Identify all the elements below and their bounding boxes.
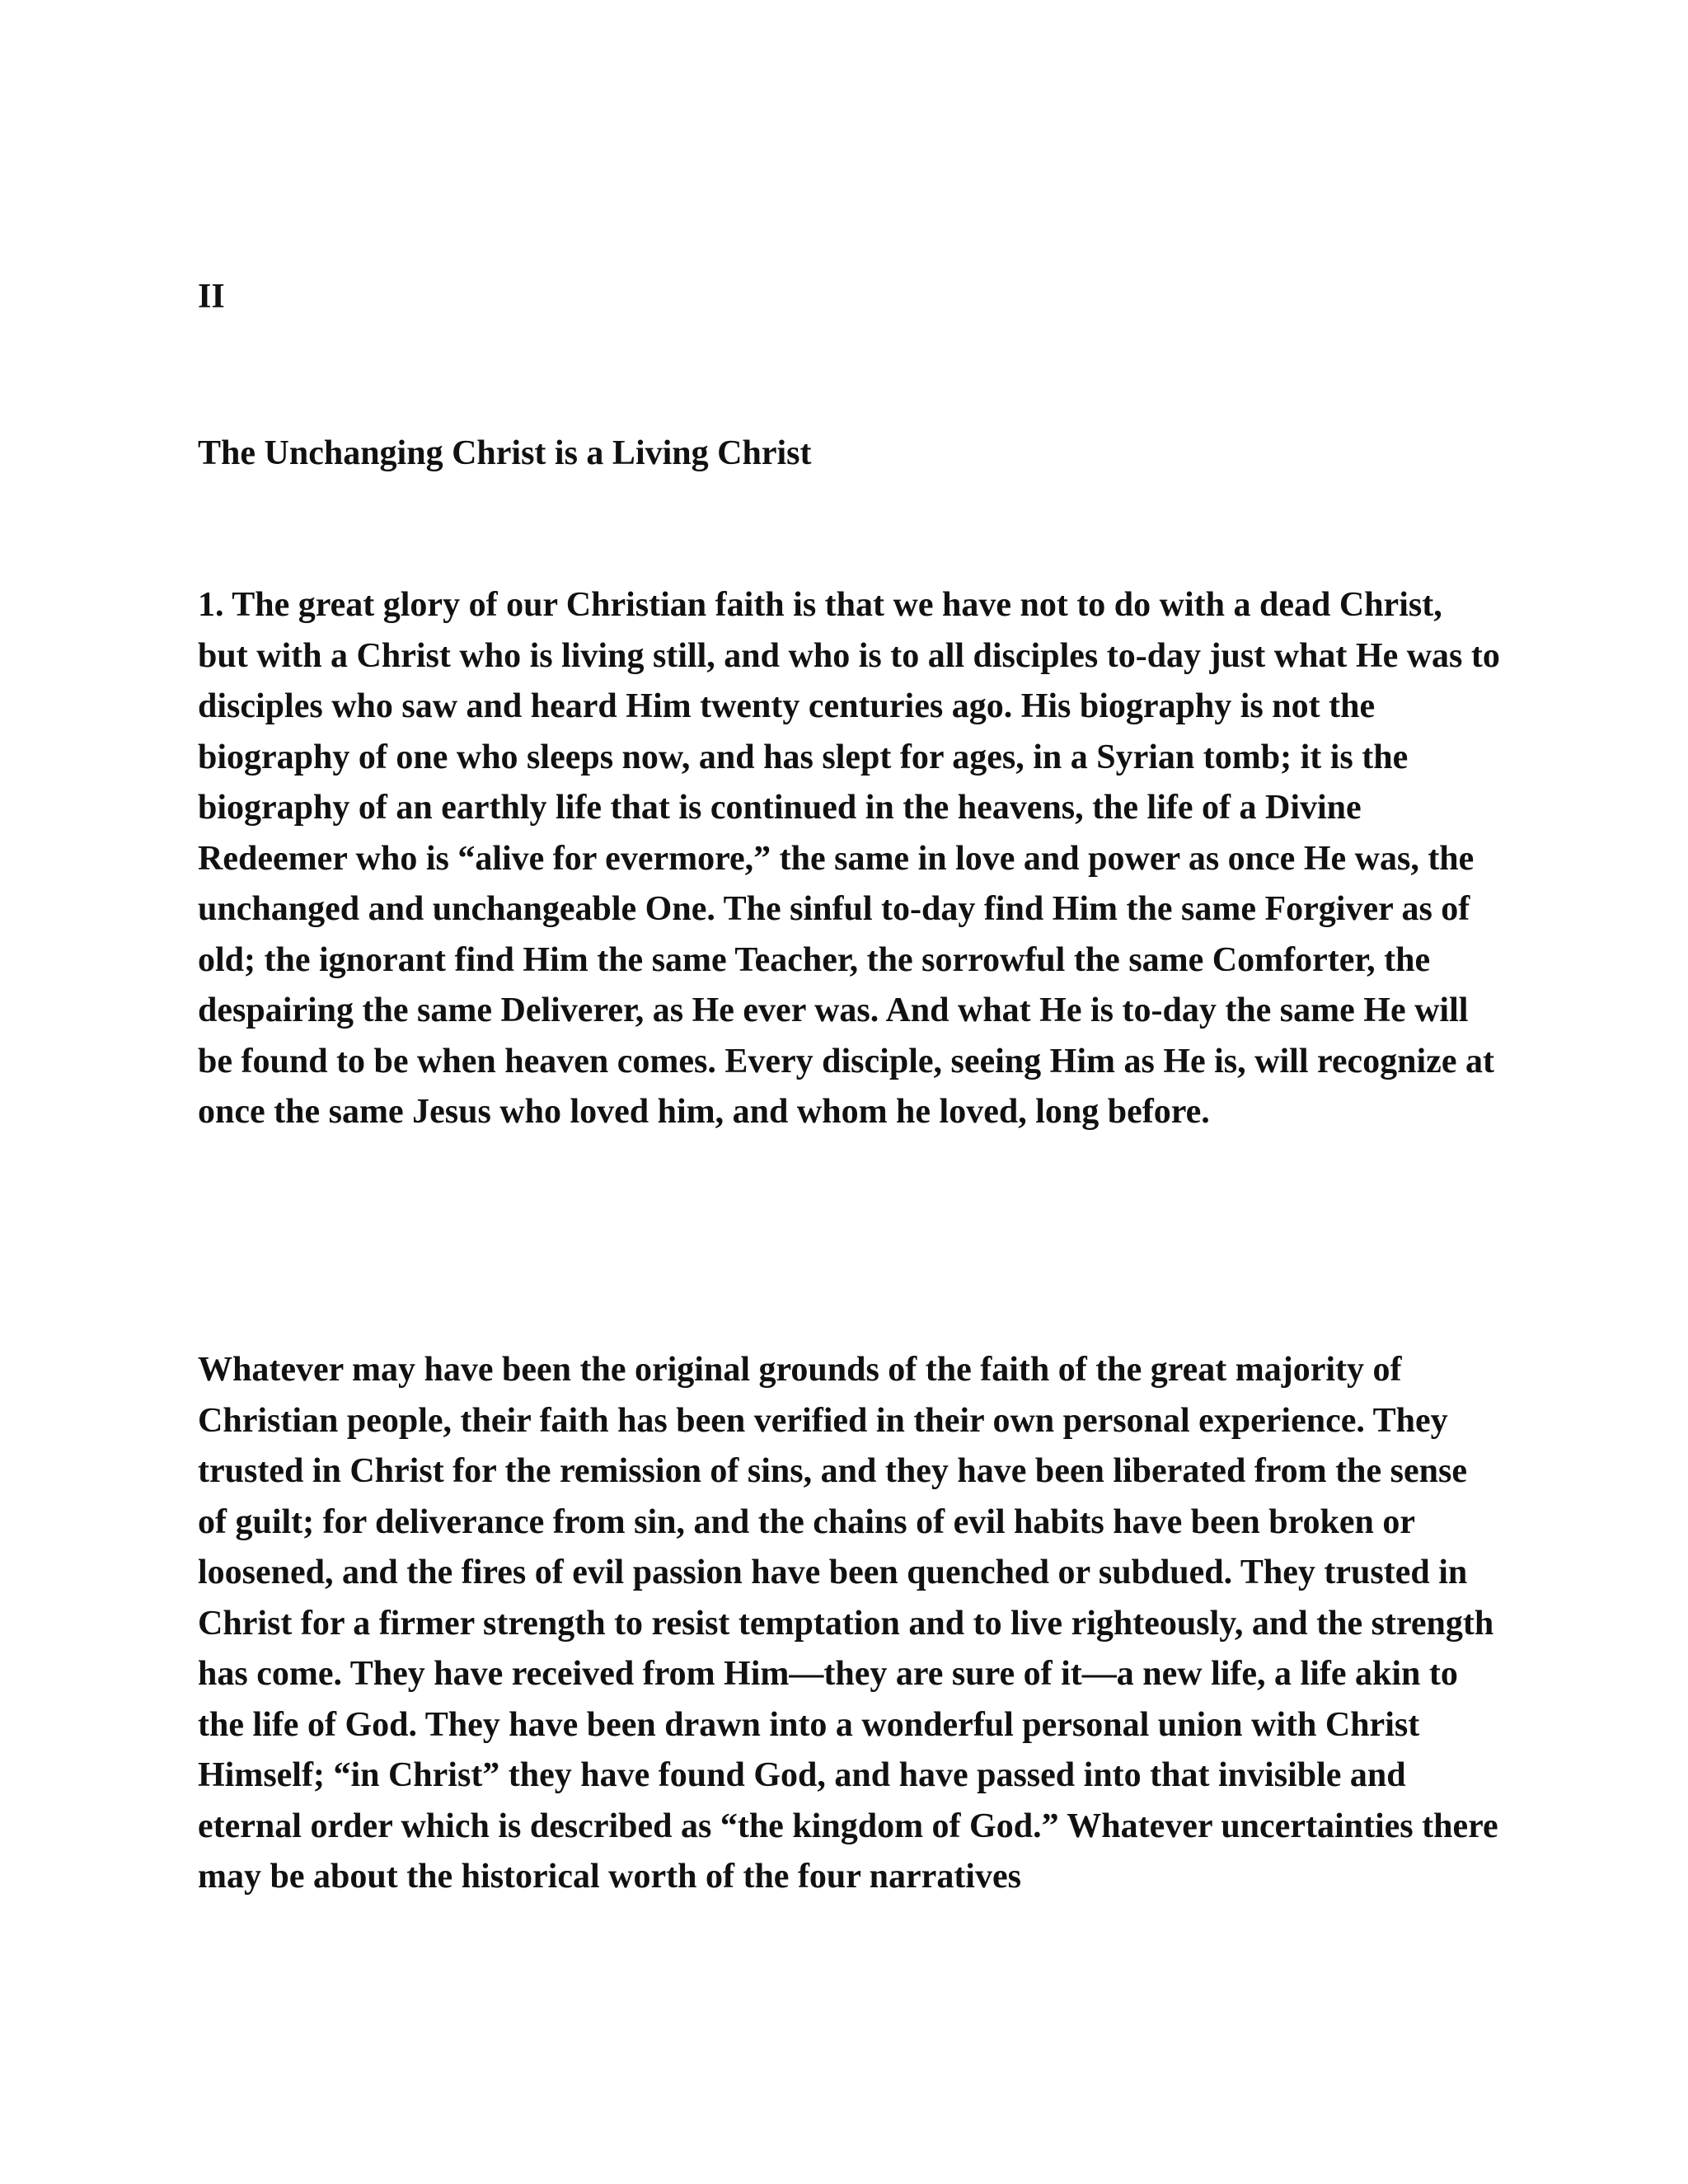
paragraph-2: Whatever may have been the original grounds of the faith of the great majority of Christian people, their faith has been verified in their own personal experience. They trusted in Christ for the remission of sins, and they have been liberated from the sense of guilt; for deliverance from sin, and the chains of evil habits have been broken or loosened, and the fires of evil passion have been quenched or subdued. They trusted in Christ for a firmer strength to resist temptation and to live righteously, and the strength has come. They have received from Him—they are sure of it—a new life, a life akin to the life of God. They have been drawn into a wonderful personal union with Christ Himself; “in Christ” they have found God, and have passed into that invisible and eternal order which is described as “the kingdom of God.” Whatever uncertainties there may be about the historical worth of the four narratives	[198, 1351, 1498, 1896]
chapter-number: II	[198, 278, 225, 316]
paragraph-1: 1. The great glory of our Christian faith is that we have not to do with a dead Christ, but with a Christ who is living still, and who is to all disciples to-day just what He was to disciples who saw and heard Him twenty centuries ago. His biography is not the biography of one who sleeps now, and has slept for ages, in a Syrian tomb; it is the biography of an earthly life that is continued in the heavens, the life of a Divine Redeemer who is “alive for evermore,” the same in love and power as once He was, the unchanged and unchangeable One. The sinful to-day find Him the same Forgiver as of old; the ignorant find Him the same Teacher, the sorrowful the same Comforter, the despairing the same Deliverer, as He ever was. And what He is to-day the same He will be found to be when heaven comes. Every disciple, seeing Him as He is, will recognize at once the same Jesus who loved him, and whom he loved, long before.	[198, 586, 1500, 1131]
chapter-title: The Unchanging Christ is a Living Christ	[198, 434, 812, 472]
